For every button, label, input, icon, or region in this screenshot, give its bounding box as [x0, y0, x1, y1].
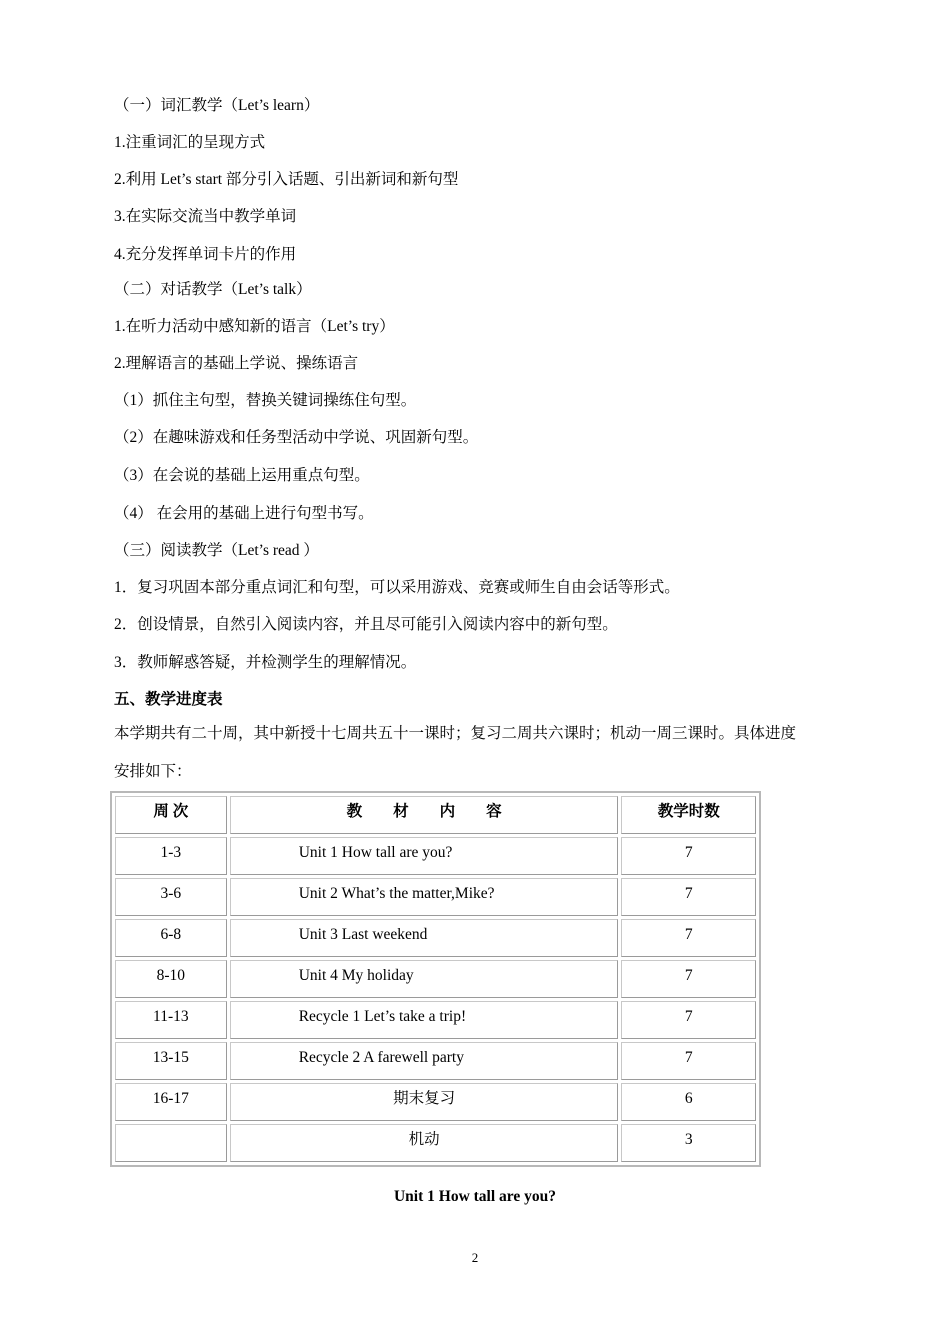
- line-reading-1: 1．复习巩固本部分重点词汇和句型，可以采用游戏、竞赛或师生自由会话等形式。: [114, 579, 680, 596]
- content-cell: Recycle 1 Let’s take a trip!: [230, 1001, 619, 1039]
- line-vocab-1: 1.注重词汇的呈现方式: [114, 134, 266, 151]
- header-content: 教 材 内 容: [230, 796, 619, 834]
- hours-cell: 6: [621, 1083, 756, 1121]
- line-reading-heading: （三）阅读教学（Let’s read ）: [114, 542, 319, 559]
- week-cell: 8-10: [115, 960, 227, 998]
- hours-cell: 7: [621, 878, 756, 916]
- week-cell: 13-15: [115, 1042, 227, 1080]
- line-dialog-2-3: （3）在会说的基础上运用重点句型。: [114, 467, 370, 484]
- content-cell: Recycle 2 A farewell party: [230, 1042, 619, 1080]
- line-dialog-2: 2.理解语言的基础上学说、操练语言: [114, 355, 359, 372]
- line-vocab-3: 3.在实际交流当中教学单词: [114, 208, 297, 225]
- header-week: 周 次: [115, 796, 227, 834]
- content-cell: Unit 1 How tall are you?: [230, 837, 619, 875]
- line-dialog-heading: （二）对话教学（Let’s talk）: [114, 281, 312, 298]
- week-cell: 6-8: [115, 919, 227, 957]
- table-row: [115, 1124, 756, 1162]
- line-reading-2: 2．创设情景，自然引入阅读内容，并且尽可能引入阅读内容中的新句型。: [114, 616, 618, 633]
- table-row: [115, 1042, 756, 1080]
- content-cell: Unit 2 What’s the matter,Mike?: [230, 878, 619, 916]
- header-hours: 教学时数: [621, 796, 756, 834]
- content-cell: Unit 4 My holiday: [230, 960, 619, 998]
- hours-cell: 7: [621, 1001, 756, 1039]
- table-row: [115, 837, 756, 875]
- content-cell: Unit 3 Last weekend: [230, 919, 619, 957]
- hours-cell: 7: [621, 960, 756, 998]
- hours-cell: 3: [621, 1124, 756, 1162]
- table-row: [115, 1001, 756, 1039]
- line-reading-3: 3．教师解惑答疑，并检测学生的理解情况。: [114, 654, 417, 671]
- intro-line-1: 本学期共有二十周，其中新授十七周共五十一课时；复习二周共六课时；机动一周三课时。具体进度: [114, 725, 797, 742]
- table-row: [115, 960, 756, 998]
- week-cell: 1-3: [115, 837, 227, 875]
- unit-title: Unit 1 How tall are you?: [393, 1188, 557, 1205]
- line-vocab-4: 4.充分发挥单词卡片的作用: [114, 246, 297, 263]
- line-dialog-2-1: （1）抓住主句型，替换关键词操练住句型。: [114, 392, 417, 409]
- table-header-row: [115, 796, 756, 834]
- table-row: [115, 1083, 756, 1121]
- content-cell: 期末复习: [230, 1083, 619, 1121]
- week-cell: 3-6: [115, 878, 227, 916]
- table-row: [115, 919, 756, 957]
- line-dialog-2-4: （4） 在会用的基础上进行句型书写。: [114, 505, 374, 522]
- line-vocab-heading: （一）词汇教学（Let’s learn）: [114, 97, 320, 114]
- hours-cell: 7: [621, 837, 756, 875]
- hours-cell: 7: [621, 1042, 756, 1080]
- content-cell: 机动: [230, 1124, 619, 1162]
- schedule-table: [110, 791, 761, 1167]
- page-number: 2: [471, 1250, 479, 1265]
- intro-line-2: 安排如下：: [114, 763, 192, 780]
- week-cell: 11-13: [115, 1001, 227, 1039]
- week-cell: 16-17: [115, 1083, 227, 1121]
- hours-cell: 7: [621, 919, 756, 957]
- line-vocab-2: 2.利用 Let’s start 部分引入话题、引出新词和新句型: [114, 171, 459, 188]
- table-row: [115, 878, 756, 916]
- line-dialog-1: 1.在听力活动中感知新的语言（Let’s try）: [114, 318, 395, 335]
- line-dialog-2-2: （2）在趣味游戏和任务型活动中学说、巩固新句型。: [114, 429, 479, 446]
- section-heading: 五、教学进度表: [114, 691, 223, 708]
- week-cell: [115, 1124, 227, 1162]
